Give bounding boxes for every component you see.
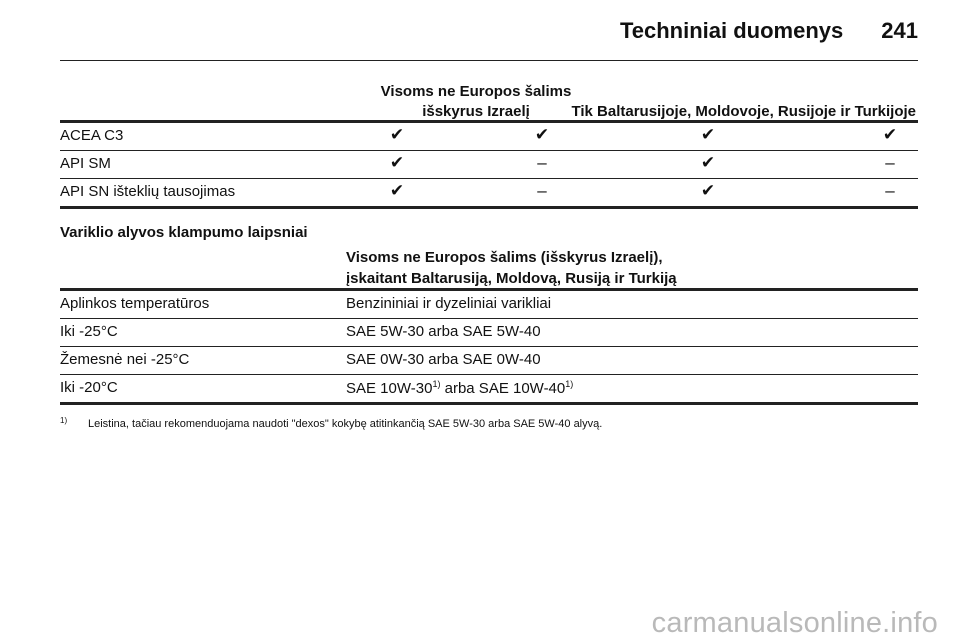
grade-cell: SAE 0W-30 arba SAE 0W-40 [346,351,541,368]
grade-cell: SAE 5W-30 arba SAE 5W-40 [346,323,541,340]
spec-label: API SM [60,155,111,172]
non-europe-header-line2: išskyrus Izraelį [422,103,530,120]
table-row [60,319,918,347]
column-header-temperature: Aplinkos temperatūros [60,295,210,312]
oil-spec-table-header [60,78,918,123]
spec-mark: – [537,181,547,200]
section-title: Variklio alyvos klampumo laipsniai [60,224,308,241]
spec-mark: ✔ [700,153,716,172]
temperature-cell: Iki -20°C [60,379,118,396]
viscosity-region-header-line1: Visoms ne Europos šalims (išskyrus Izraelį), [346,249,663,266]
spec-mark: ✔ [700,125,716,144]
spec-label: API SN išteklių tausojimas [60,183,236,200]
spec-label: ACEA C3 [60,127,124,144]
grade-cell [346,379,573,397]
table-row [60,179,918,209]
grade-mid: arba SAE 10W-40 [440,380,566,397]
footnote-text: Leistina, tačiau rekomenduojama naudoti "dexos" kokybę atitinkančią SAE 5W-30 arba SAE 5W-40 alyvą. [88,418,603,430]
spec-mark: – [885,153,895,172]
footnote-mark: 1) [60,416,68,425]
spec-mark: ✔ [700,181,716,200]
table-row [60,291,918,319]
viscosity-region-header [346,247,677,289]
grade-a: SAE 10W-30 [346,380,433,397]
column-header-engines: Benzininiai ir dyzeliniai varikliai [346,295,552,312]
footnote [60,418,602,430]
viscosity-region-header-line2: įskaitant Baltarusiją, Moldovą, Rusiją ir Turkiją [346,270,677,287]
spec-mark: ✔ [389,125,405,144]
spec-mark: ✔ [882,125,898,144]
oil-spec-table [60,78,918,209]
viscosity-table-header [60,244,918,291]
spec-mark: ✔ [534,125,550,144]
spec-mark: – [537,153,547,172]
table-row [60,123,918,151]
page-title: Techniniai duomenys [619,18,844,43]
spec-mark: ✔ [389,181,405,200]
viscosity-table [60,244,918,405]
spec-mark: ✔ [389,153,405,172]
table-row [60,375,918,405]
watermark: carmanualsonline.info [651,607,938,639]
temperature-cell: Žemesnė nei -25°C [60,351,190,368]
page-header [60,18,918,61]
table-row [60,347,918,375]
table-row [60,151,918,179]
footnote-ref: 1) [565,379,574,389]
selected-countries-header: Tik Baltarusijoje, Moldovoje, Rusijoje ir Turkijoje [571,103,916,120]
footnote-ref: 1) [432,379,441,389]
temperature-cell: Iki -25°C [60,323,118,340]
page-number: 241 [881,18,918,43]
spec-mark: – [885,181,895,200]
non-europe-header-line1: Visoms ne Europos šalims [380,83,572,100]
